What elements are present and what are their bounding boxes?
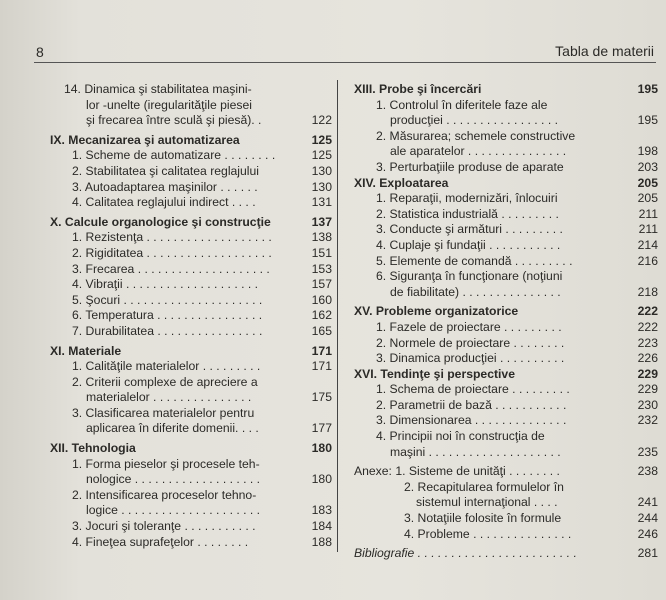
toc-entry-row: [354, 445, 658, 461]
entry-title: 2. Parametrii de bază . . . . . . . . . . .: [376, 397, 567, 412]
entry-title: 4. Fineţea suprafeţelor . . . . . . . .: [72, 534, 249, 549]
entry-title: 2. Rigiditatea . . . . . . . . . . . . . . . . . . .: [72, 245, 272, 260]
entry-title: 14. Dinamica şi stabilitatea maşini-: [64, 82, 252, 96]
entry-title: 3. Perturbaţiile produse de aparate: [376, 159, 564, 174]
entry-title: 2. Măsurarea; schemele constructive: [376, 128, 576, 143]
toc-entry-row: [354, 285, 658, 301]
entry-title: materialelor . . . . . . . . . . . . . . .: [86, 390, 252, 405]
entry-title: 5. Elemente de comandă . . . . . . . . .: [376, 253, 573, 268]
page-ref: 130: [311, 163, 332, 178]
page-ref: 138: [311, 230, 332, 245]
toc-entry-row: [50, 324, 332, 340]
toc-entry-row: [50, 472, 332, 488]
entry-title: 1. Calităţile materialelor . . . . . . . . .: [72, 359, 261, 374]
toc-entry-row: [50, 406, 332, 422]
page-ref: 171: [311, 343, 332, 358]
page-ref: 214: [637, 237, 658, 252]
chapter-title: IX. Mecanizarea şi automatizarea: [50, 132, 240, 147]
toc-entry-row: [50, 148, 332, 164]
toc-entry-row: [50, 375, 332, 391]
entry-title: sistemul internaţional . . . .: [416, 495, 558, 510]
page-ref: 198: [637, 144, 658, 159]
toc-chapter-row: [50, 441, 332, 457]
page-ref: 162: [311, 308, 332, 323]
toc-chapter-row: [354, 304, 658, 320]
page-ref: 180: [311, 472, 332, 487]
toc-chapter-row: [50, 215, 332, 231]
entry-title: 2. Statistica industrială . . . . . . . . .: [376, 206, 559, 221]
page-ref: 188: [311, 534, 332, 549]
page-ref: 125: [311, 148, 332, 163]
chapter-title: XI. Materiale: [50, 343, 122, 358]
entry-title: 5. Şocuri . . . . . . . . . . . . . . . . . . . . .: [72, 292, 263, 307]
entry-title: 1. Fazele de proiectare . . . . . . . . .: [376, 319, 562, 334]
page-ref: 222: [637, 319, 658, 334]
page-ref: 246: [637, 526, 658, 541]
toc-entry-row: [354, 398, 658, 414]
page-number: 8: [36, 44, 44, 60]
page-ref: 222: [637, 304, 658, 319]
toc-entry-row: [50, 246, 332, 262]
entry-title: 6. Siguranţa în funcţionare (noţiuni: [376, 269, 563, 284]
page-ref: 223: [637, 335, 658, 350]
entry-title: 1. Scheme de automatizare . . . . . . . .: [72, 148, 276, 163]
entry-title: Anexe: 1. Sisteme de unităţi . . . . . . . .: [354, 464, 560, 479]
toc-entry-row: [50, 421, 332, 437]
toc-entry-row: [354, 222, 658, 238]
page-ref: 229: [637, 382, 658, 397]
entry-title: şi frecarea între sculă şi piesă). .: [86, 113, 262, 128]
toc-entry-row: [354, 351, 658, 367]
chapter-title: XIV. Exploatarea: [354, 175, 449, 190]
page-ref: 235: [637, 444, 658, 459]
entry-title: 1. Controlul în diferitele faze ale: [376, 97, 548, 112]
toc-entry-row: [354, 320, 658, 336]
entry-title: 3. Notaţiile folosite în formule: [404, 511, 562, 526]
page-ref: 131: [311, 195, 332, 210]
entry-title: Bibliografie . . . . . . . . . . . . . . . . . . . . . . . .: [354, 546, 577, 561]
entry-title: 2. Normele de proiectare . . . . . . . .: [376, 335, 565, 350]
chapter-title: XII. Tehnologia: [50, 441, 136, 456]
toc-chapter-row: [354, 367, 658, 383]
entry-title: 3. Autoadaptarea maşinilor . . . . . .: [72, 179, 258, 194]
entry-title: aplicarea în diferite domenii. . . .: [86, 421, 259, 436]
entry-title: 1. Rezistenţa . . . . . . . . . . . . . . . . . . .: [72, 230, 272, 245]
toc-entry-row: [50, 359, 332, 375]
page-ref: 229: [637, 366, 658, 381]
toc-entry-row: [50, 82, 332, 98]
page-ref: 153: [311, 261, 332, 276]
toc-entry-row: [50, 195, 332, 211]
toc-chapter-row: [50, 133, 332, 149]
chapter-title: XV. Probleme organizatorice: [354, 304, 519, 319]
page-ref: 137: [311, 214, 332, 229]
toc-entry-row: [354, 238, 658, 254]
page-ref: 281: [637, 546, 658, 561]
header-rule: [34, 62, 656, 63]
page-ref: 238: [637, 464, 658, 479]
page-ref: 180: [311, 441, 332, 456]
toc-right-column: [354, 82, 658, 562]
entry-title: 3. Dinamica producţiei . . . . . . . . . .: [376, 351, 565, 366]
toc-chapter-row: [354, 176, 658, 192]
entry-title: 7. Durabilitatea . . . . . . . . . . . . . . . .: [72, 323, 263, 338]
page-ref: 195: [637, 82, 658, 96]
chapter-title: X. Calcule organologice şi construcţie: [50, 214, 271, 229]
toc-entry-row: [50, 519, 332, 535]
page-ref: 151: [311, 245, 332, 260]
toc-entry-row: [354, 207, 658, 223]
toc-entry-row: [354, 495, 658, 511]
page-ref: 244: [637, 511, 658, 526]
entry-title: 2. Stabilitatea şi calitatea reglajului: [72, 163, 259, 178]
column-divider: [337, 80, 338, 552]
toc-entry-row: [354, 464, 658, 480]
entry-title: 2. Recapitularea formulelor în: [404, 479, 564, 494]
page-ref: 122: [311, 113, 332, 128]
page-ref: 211: [638, 222, 658, 237]
entry-title: 2. Criterii complexe de apreciere a: [72, 374, 258, 389]
page-ref: 130: [311, 179, 332, 194]
page-ref: 211: [638, 206, 658, 221]
entry-title: 4. Probleme . . . . . . . . . . . . . . .: [404, 526, 572, 541]
entry-title: logice . . . . . . . . . . . . . . . . . . . . .: [86, 503, 261, 518]
toc-entry-row: [354, 429, 658, 445]
toc-entry-row: [50, 308, 332, 324]
chapter-title: XVI. Tendinţe şi perspective: [354, 366, 515, 381]
page-ref: 226: [637, 351, 658, 366]
page-ref: 165: [311, 323, 332, 338]
entry-title: 3. Jocuri şi toleranţe . . . . . . . . . . .: [72, 519, 256, 534]
entry-title: 4. Principii noi în construcţia de: [376, 429, 545, 444]
toc-left-column: [50, 82, 332, 550]
toc-entry-row: [354, 480, 658, 496]
page-ref: 175: [311, 390, 332, 405]
toc-entry-row: [354, 113, 658, 129]
page-ref: 232: [637, 413, 658, 428]
entry-title: 6. Temperatura . . . . . . . . . . . . . . . .: [72, 308, 263, 323]
entry-title: ale aparatelor . . . . . . . . . . . . . . .: [390, 144, 567, 159]
toc-chapter-row: [354, 82, 658, 98]
page-ref: 183: [311, 503, 332, 518]
entry-title: lor -unelte (iregularităţile piesei: [86, 97, 252, 112]
entry-title: nologice . . . . . . . . . . . . . . . . . . .: [86, 472, 261, 487]
page-ref: 241: [637, 495, 658, 510]
entry-title: 4. Cuplaje şi fundaţii . . . . . . . . . . .: [376, 237, 561, 252]
toc-entry-row: [50, 262, 332, 278]
toc-entry-row: [354, 98, 658, 114]
page-ref: 230: [637, 397, 658, 412]
toc-entry-row: [50, 293, 332, 309]
toc-entry-row: [50, 180, 332, 196]
toc-entry-row: [354, 160, 658, 176]
page-ref: 184: [311, 519, 332, 534]
toc-entry-row: [354, 527, 658, 543]
toc-entry-row: [354, 191, 658, 207]
toc-entry-row: [354, 336, 658, 352]
toc-entry-row: [50, 277, 332, 293]
entry-title: 3. Dimensionarea . . . . . . . . . . . . . .: [376, 413, 567, 428]
entry-title: 4. Vibraţii . . . . . . . . . . . . . . . . . . . .: [72, 277, 259, 292]
toc-entry-row: [354, 413, 658, 429]
entry-title: producţiei . . . . . . . . . . . . . . . . .: [390, 113, 558, 128]
toc-entry-row: [354, 144, 658, 160]
page-ref: 171: [311, 359, 332, 374]
toc-entry-row: [50, 488, 332, 504]
toc-entry-row: [50, 457, 332, 473]
toc-entry-row: [50, 230, 332, 246]
page-ref: 216: [637, 253, 658, 268]
page-header-title: Tabla de materii: [555, 43, 654, 59]
entry-title: 1. Schema de proiectare . . . . . . . . .: [376, 382, 570, 397]
toc-entry-row: [354, 129, 658, 145]
entry-title: 1. Forma pieselor şi procesele teh-: [72, 456, 260, 471]
page-ref: 205: [637, 191, 658, 206]
entry-title: 2. Intensificarea proceselor tehno-: [72, 487, 257, 502]
page-ref: 205: [637, 175, 658, 190]
entry-title: maşini . . . . . . . . . . . . . . . . . . . .: [390, 444, 561, 459]
toc-chapter-row: [50, 344, 332, 360]
page-ref: 177: [311, 421, 332, 436]
toc-entry-row: [50, 503, 332, 519]
entry-title: 1. Reparaţii, modernizări, înlocuiri: [376, 191, 558, 206]
entry-title: 4. Calitatea reglajului indirect . . . .: [72, 195, 256, 210]
toc-entry-row: [354, 511, 658, 527]
toc-entry-row: [354, 382, 658, 398]
entry-title: 3. Frecarea . . . . . . . . . . . . . . . . . . . .: [72, 261, 270, 276]
toc-entry-row: [50, 390, 332, 406]
toc-entry-row: [354, 254, 658, 270]
entry-title: 3. Conducte şi armături . . . . . . . . .: [376, 222, 563, 237]
page-ref: 203: [637, 159, 658, 174]
toc-entry-row: [354, 546, 658, 562]
toc-entry-row: [50, 164, 332, 180]
toc-entry-row: [50, 113, 332, 129]
page-ref: 157: [311, 277, 332, 292]
page-ref: 125: [311, 132, 332, 147]
page-ref: 160: [311, 292, 332, 307]
page-ref: 218: [637, 284, 658, 299]
toc-entry-row: [50, 98, 332, 114]
chapter-title: XIII. Probe şi încercări: [354, 82, 482, 96]
page-ref: 195: [637, 113, 658, 128]
toc-entry-row: [50, 535, 332, 551]
entry-title: de fiabilitate) . . . . . . . . . . . . . . .: [390, 284, 561, 299]
entry-title: 3. Clasificarea materialelor pentru: [72, 405, 255, 420]
toc-entry-row: [354, 269, 658, 285]
